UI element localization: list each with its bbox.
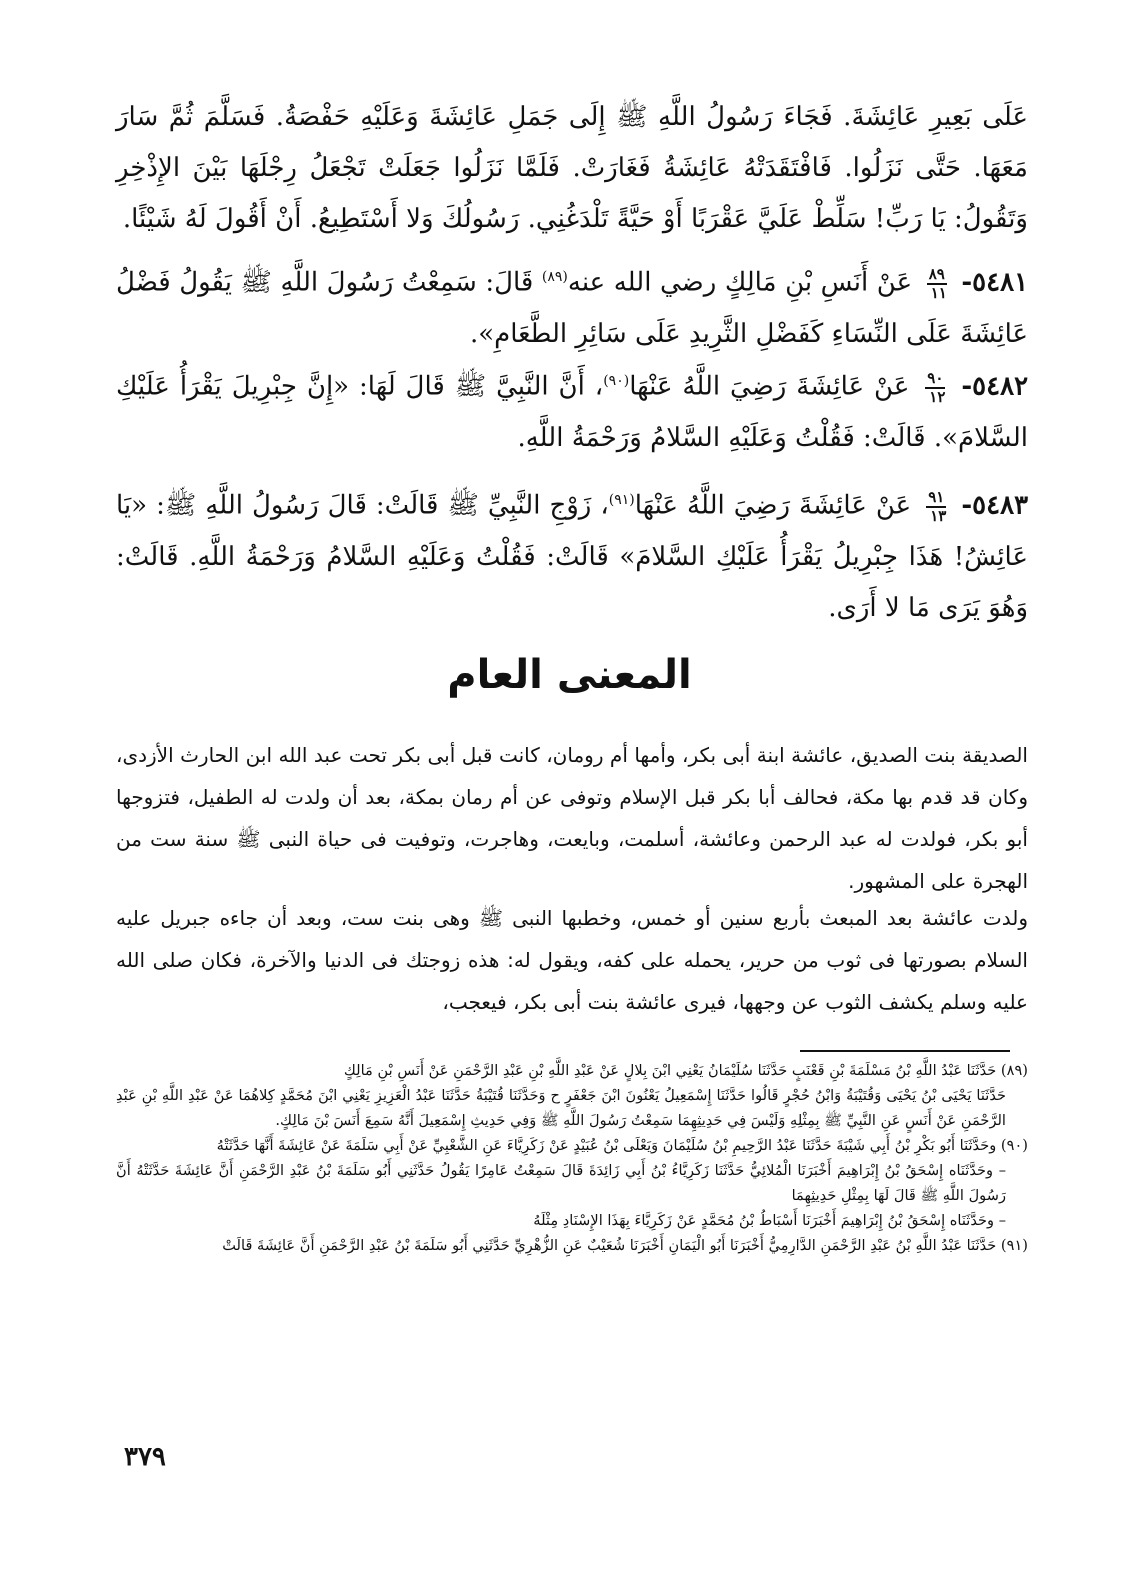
intro-text: عَلَى بَعِيرِ عَائِشَةَ. فَجَاءَ رَسُولُ اللَّهِ ﷺ إِلَى جَمَلِ عَائِشَةَ وَعَلَيْهِ حَفْصَةُ. فَسَلَّمَ ثُمَّ سَارَ مَعَهَا. حَتَّى نَزَلُوا. فَافْتَقَدَتْهُ عَائِشَةُ فَغَارَتْ. فَلَمَّا نَزَلُوا جَعَلَتْ تَجْعَلُ رِجْلَهَا بَيْنَ الإِذْخِرِ وَتَقُولُ: يَا رَبِّ! سَلِّطْ عَلَيَّ عَقْرَبًا أَوْ حَيَّةً تَلْدَغُنِي. رَسُولُكَ وَلا أَسْتَطِيعُ. أَنْ أَقُولَ لَهُ شَيْئًا. (116, 102, 1028, 234)
footnote: – وحَدَّثَنَاه إِسْحَقُ بْنُ إِبْرَاهِيمَ أَخْبَرَنَا الْمُلائِيُّ حَدَّثَنَا زَكَرِيَّاءُ بْنُ أَبِي زَائِدَةَ قَالَ سَمِعْتُ عَامِرًا يَقُولُ حَدَّثَنِي أَبُو سَلَمَةَ بْنُ عَبْدِ الرَّحْمَنِ أَنَّ عَائِشَةَ حَدَّثَتْهُ أَنَّ رَسُولَ اللَّهِ ﷺ قَالَ لَهَا بِمِثْلِ حَدِيثِهِمَا (116, 1162, 1006, 1204)
footnote: (٩١) حَدَّثَنَا عَبْدُ اللَّهِ بْنُ عَبْدِ الرَّحْمَنِ الدَّارِمِيُّ أَخْبَرَنَا أَبُو الْيَمَانِ أَخْبَرَنَا شُعَيْبٌ عَنِ الزُّهْرِيِّ حَدَّثَنِي أَبُو سَلَمَةَ بْنُ عَبْدِ الرَّحْمَنِ أَنَّ عَائِشَةَ قَالَتْ (222, 1237, 1028, 1254)
hadith-text-b: ، زَوْجِ النَّبِيِّ ﷺ قَالَتْ: قَالَ رَسُولُ اللَّهِ ﷺ: «يَا عَائِشُ! هَذَا جِبْرِيلُ يَقْرَأُ عَلَيْكِ السَّلامَ» قَالَتْ: فَقُلْتُ وَعَلَيْهِ السَّلامُ وَرَحْمَةُ اللَّهِ. قَالَتْ: وَهُوَ يَرَى مَا لا أَرَى. (116, 490, 1028, 623)
hadith-text-b: ، أَنَّ النَّبِيَّ ﷺ قَالَ لَهَا: «إِنَّ جِبْرِيلَ يَقْرَأُ عَلَيْكِ السَّلامَ». قَالَتْ: فَقُلْتُ وَعَلَيْهِ السَّلامُ وَرَحْمَةُ اللَّهِ. (116, 371, 1028, 453)
footnote: – وحَدَّثَنَاه إِسْحَقُ بْنُ إِبْرَاهِيمَ أَخْبَرَنَا أَسْبَاطُ بْنُ مُحَمَّدٍ عَنْ زَكَرِيَّاءَ بِهَذَا الإِسْنَادِ مِثْلَهُ (533, 1212, 1006, 1229)
fraction-top: ٩٠ (927, 368, 944, 387)
fraction-top: ٩١ (928, 487, 945, 506)
fraction-top: ٨٩ (928, 264, 945, 283)
footnote-ref: (٩٠) (603, 373, 630, 389)
footnote: (٩٠) وحَدَّثَنَا أَبُو بَكْرِ بْنُ أَبِي شَيْبَةَ حَدَّثَنَا عَبْدُ الرَّحِيمِ بْنُ سُلَيْمَانَ وَيَعْلَى بْنُ عُبَيْدٍ عَنْ زَكَرِيَّاءَ عَنِ الشَّعْبِيِّ عَنْ أَبِي سَلَمَةَ عَنْ عَائِشَةَ أَنَّهَا حَدَّثَتْهُ (216, 1137, 1028, 1154)
commentary-paragraph: الصديقة بنت الصديق، عائشة ابنة أبى بكر، وأمها أم رومان، كانت قبل أبى بكر تحت عبد الله ابن الحارث الأزدى، وكان قد قدم بها مكة، فحالف أبا بكر قبل الإسلام وتوفى عن أم رمان بمكة، بعد أن ولدت له الطفيل، فتزوجها أبو بكر، فولدت له عبد الرحمن وعائشة، أسلمت، وبايعت، وهاجرت، وتوفيت فى حياة النبى ﷺ سنة ست من الهجرة على المشهور. (116, 743, 1028, 893)
footnote-ref: (٨٩) (541, 269, 568, 285)
hadith-number: ٥٤٨٢- (961, 371, 1029, 402)
hadith-text-a: عَنْ عَائِشَةَ رَضِيَ اللَّهُ عَنْهَا (634, 490, 912, 521)
hadith-fraction (925, 370, 945, 406)
hadith-5482 (116, 356, 1028, 464)
hadith-number: ٥٤٨٣- (961, 490, 1029, 521)
footnote: (٨٩) حَدَّثَنَا عَبْدُ اللَّهِ بْنُ مَسْلَمَةَ بْنِ قَعْنَبٍ حَدَّثَنَا سُلَيْمَانُ يَعْنِي ابْنَ بِلالٍ عَنْ عَبْدِ اللَّهِ بْنِ عَبْدِ الرَّحْمَنِ عَنْ أَنَسِ بْنِ مَالِكٍ (343, 1062, 1028, 1079)
hadith-text-b: قَالَ: سَمِعْتُ رَسُولَ اللَّهِ ﷺ يَقُولُ فَضْلُ عَائِشَةَ عَلَى النِّسَاءِ كَفَضْلِ الثَّرِيدِ عَلَى سَائِرِ الطَّعَامِ». (116, 267, 1028, 349)
footnote-divider (800, 1050, 1010, 1052)
hadith-fraction (927, 266, 947, 302)
footnote: حَدَّثَنَا يَحْيَى بْنُ يَحْيَى وَقُتَيْبَةُ وَابْنُ حُجْرٍ قَالُوا حَدَّثَنَا إِسْمَعِيلُ يَعْنُونَ ابْنَ جَعْفَرٍ ح وَحَدَّثَنَا قُتَيْبَةُ حَدَّثَنَا عَبْدُ الْعَزِيزِ يَعْنِي ابْنَ مُحَمَّدٍ كِلاهُمَا عَنْ عَبْدِ اللَّهِ بْنِ عَبْدِ الرَّحْمَنِ عَنْ أَنَسٍ عَنِ النَّبِيِّ ﷺ بِمِثْلِهِ وَلَيْسَ فِي حَدِيثِهِمَا سَمِعْتُ رَسُولَ اللَّهِ ﷺ وَفِي حَدِيثِ إِسْمَعِيلَ أَنَّهُ سَمِعَ أَنَسَ بْنَ مَالِكٍ. (116, 1087, 1006, 1129)
footnotes (116, 1058, 1028, 1258)
commentary-paragraph: ولدت عائشة بعد المبعث بأربع سنين أو خمس، وخطبها النبى ﷺ وهى بنت ست، وبعد أن جاءه جبريل عليه السلام بصورتها فى ثوب من حرير، يحمله على كفه، ويقول له: هذه زوجتك فى الدنيا والآخرة، فكان صلى الله عليه وسلم يكشف الثوب عن وجهها، فيرى عائشة بنت أبى بكر، فيعجب، (116, 906, 1028, 1014)
page-number: ٣٧٩ (124, 1442, 166, 1472)
fraction-bottom: ١١ (930, 283, 947, 302)
footnote-ref: (٩١) (608, 492, 635, 508)
hadith-text-a: عَنْ أَنَسِ بْنِ مَالِكٍ رضي الله عنه (567, 267, 913, 298)
hadith-fraction (926, 489, 946, 525)
hadith-text-a: عَنْ عَائِشَةَ رَضِيَ اللَّهُ عَنْهَا (629, 371, 910, 402)
hadith-5481 (116, 252, 1028, 360)
hadith-5483 (116, 475, 1028, 634)
fraction-bottom: ١٣ (930, 506, 947, 525)
fraction-bottom: ١٢ (929, 387, 946, 406)
section-title: المعنى العام (447, 652, 692, 698)
hadith-number: ٥٤٨١- (961, 267, 1029, 298)
